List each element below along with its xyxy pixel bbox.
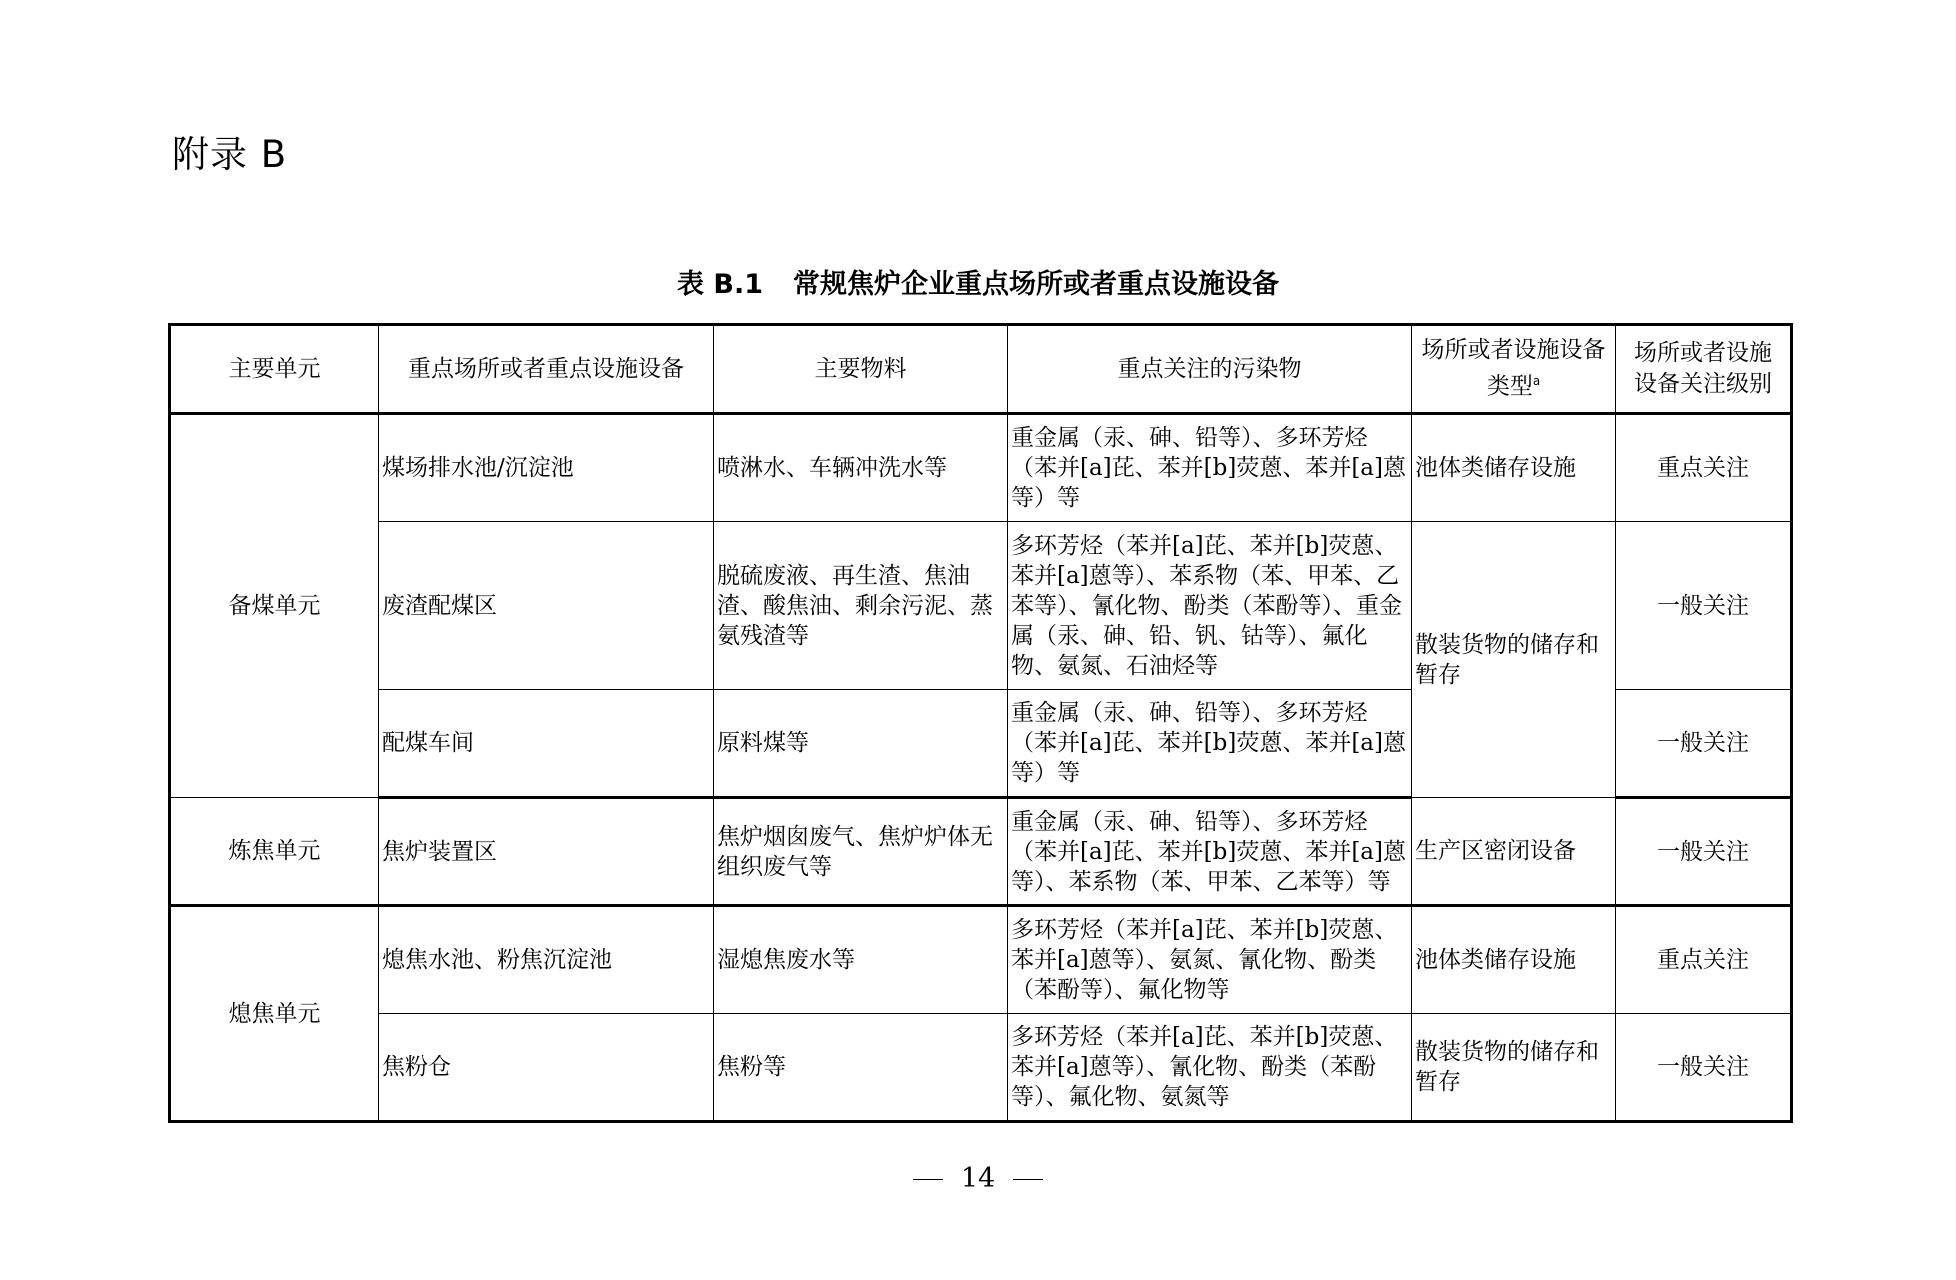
level-cell: 一般关注 (1616, 798, 1792, 906)
material-cell: 焦炉烟囱废气、焦炉炉体无组织废气等 (714, 798, 1008, 906)
table-caption (0, 262, 1956, 301)
facility-cell: 焦粉仓 (379, 1014, 714, 1122)
facility-cell: 熄焦水池、粉焦沉淀池 (379, 906, 714, 1014)
page-number-dash-right (1013, 1179, 1043, 1180)
type-cell: 池体类储存设施 (1412, 906, 1616, 1014)
table-number: 表 B.1 (676, 269, 764, 300)
material-cell: 脱硫废液、再生渣、焦油渣、酸焦油、剩余污泥、蒸氨残渣等 (714, 522, 1008, 690)
facility-cell: 焦炉装置区 (379, 798, 714, 906)
level-cell: 重点关注 (1616, 906, 1792, 1014)
facility-cell: 废渣配煤区 (379, 522, 714, 690)
material-cell: 湿熄焦废水等 (714, 906, 1008, 1014)
table-title: 常规焦炉企业重点场所或者重点设施设备 (793, 269, 1280, 300)
header-facility: 重点场所或者重点设施设备 (379, 325, 714, 414)
level-cell: 一般关注 (1616, 1014, 1792, 1122)
table-row (170, 906, 1792, 1014)
pollutant-cell: 重金属（汞、砷、铅等）、多环芳烃（苯并[a]芘、苯并[b]荧蒽、苯并[a]蒽等）等 (1008, 414, 1412, 522)
header-level (1616, 325, 1792, 414)
table-row (170, 1014, 1792, 1122)
level-cell: 一般关注 (1616, 690, 1792, 798)
table-header-row (170, 325, 1792, 414)
type-cell: 散装货物的储存和暂存 (1412, 522, 1616, 798)
header-type (1412, 325, 1616, 414)
pollutant-cell: 多环芳烃（苯并[a]芘、苯并[b]荧蒽、苯并[a]蒽等）、苯系物（苯、甲苯、乙苯等）、氰化物、酚类（苯酚等）、重金属（汞、砷、铅、钒、钴等）、氟化物、氨氮、石油烃等 (1008, 522, 1412, 690)
appendix-title: 附录 B (172, 133, 288, 176)
facility-table (168, 323, 1793, 1123)
header-type-line1: 场所或者设施设备 (1421, 337, 1606, 364)
page-number-text: 14 (960, 1163, 996, 1194)
material-cell: 焦粉等 (714, 1014, 1008, 1122)
table-row (170, 522, 1792, 690)
material-cell: 喷淋水、车辆冲洗水等 (714, 414, 1008, 522)
unit-cell: 熄焦单元 (170, 906, 379, 1122)
header-type-line2: 类型 (1486, 373, 1533, 400)
unit-cell: 备煤单元 (170, 414, 379, 798)
level-cell: 一般关注 (1616, 522, 1792, 690)
table-row (170, 414, 1792, 522)
unit-cell: 炼焦单元 (170, 798, 379, 906)
header-level-line2: 设备关注级别 (1634, 371, 1772, 397)
page-number-dash-left (913, 1179, 943, 1180)
material-cell: 原料煤等 (714, 690, 1008, 798)
header-material: 主要物料 (714, 325, 1008, 414)
header-type-footnote-mark: a (1532, 374, 1541, 389)
header-level-line1: 场所或者设施 (1634, 340, 1772, 366)
facility-cell: 煤场排水池/沉淀池 (379, 414, 714, 522)
type-cell: 池体类储存设施 (1412, 414, 1616, 522)
pollutant-cell: 多环芳烃（苯并[a]芘、苯并[b]荧蒽、苯并[a]蒽等）、氰化物、酚类（苯酚等）、氟化物、氨氮等 (1008, 1014, 1412, 1122)
type-cell: 散装货物的储存和暂存 (1412, 1014, 1616, 1122)
header-pollutant: 重点关注的污染物 (1008, 325, 1412, 414)
pollutant-cell: 重金属（汞、砷、铅等）、多环芳烃（苯并[a]芘、苯并[b]荧蒽、苯并[a]蒽等）等 (1008, 690, 1412, 798)
facility-cell: 配煤车间 (379, 690, 714, 798)
pollutant-cell: 多环芳烃（苯并[a]芘、苯并[b]荧蒽、苯并[a]蒽等）、氨氮、氰化物、酚类（苯酚等）、氟化物等 (1008, 906, 1412, 1014)
pollutant-cell: 重金属（汞、砷、铅等）、多环芳烃（苯并[a]芘、苯并[b]荧蒽、苯并[a]蒽等）、苯系物（苯、甲苯、乙苯等）等 (1008, 798, 1412, 906)
table-row (170, 798, 1792, 906)
header-unit: 主要单元 (170, 325, 379, 414)
type-cell: 生产区密闭设备 (1412, 798, 1616, 906)
level-cell: 重点关注 (1616, 414, 1792, 522)
page-number (0, 1163, 1956, 1194)
